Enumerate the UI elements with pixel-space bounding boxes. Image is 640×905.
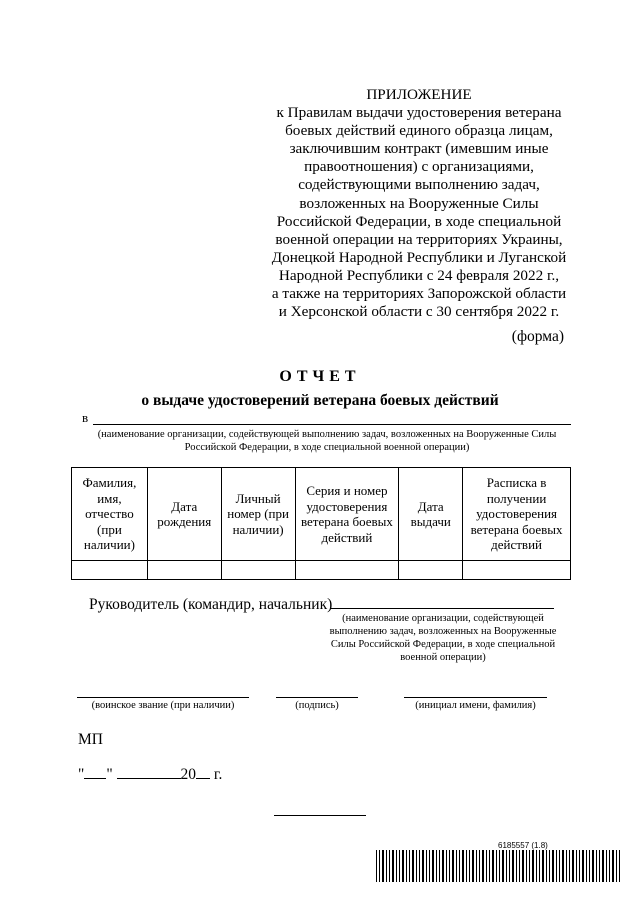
barcode-bar [476,850,477,882]
stamp-mark: МП [78,731,103,748]
appendix-line: военной операции на территориях Украины, [275,230,563,248]
barcode-bar [579,850,580,882]
barcode-bar [552,850,554,882]
barcode-bar [559,850,560,882]
barcode-bar [569,850,570,882]
barcode-bar [516,850,517,882]
org-caption: (наименование организации, содействующей выполнению задач, возложенных на Вооруженные Силы Российской Федерации, в ходе специальной военной операции) [97,429,557,453]
form-mark: (форма) [511,328,564,345]
appendix-line: боевых действий единого образца лицам, [285,122,553,140]
table-cell[interactable] [221,561,295,580]
head-caption: (наименование организации, содействующей выполнению задач, возложенных на Вооруженные Силы Российской Федерации, в ходе специальной военной операции) [329,613,557,663]
table-cell[interactable] [295,561,399,580]
barcode-bar [549,850,550,882]
table-header-row [72,468,571,561]
barcode-bar [382,850,384,882]
column-header-full-name: Фамилия, имя, отчество (при наличии) [72,468,148,561]
org-name-field[interactable] [93,424,571,425]
barcode-bar [412,850,414,882]
barcode-bar [496,850,497,882]
barcode-bar [449,850,450,882]
barcode-bar [432,850,434,882]
barcode-bar [389,850,390,882]
barcode-bar [376,850,377,882]
barcode-bar [619,850,620,882]
appendix-line: Народной Республики с 24 февраля 2022 г., [278,266,560,284]
barcode-bar [522,850,524,882]
month-field[interactable] [117,764,181,779]
barcode-bar [586,850,587,882]
barcode-bar [539,850,540,882]
appendix-line: к Правилам выдачи удостоверения ветерана [276,104,562,122]
barcode-bar [452,850,454,882]
barcode-bar [472,850,474,882]
barcode-bar [596,850,597,882]
barcode-bar [606,850,607,882]
barcode-bar [446,850,447,882]
table-cell[interactable] [463,561,571,580]
barcode-bar [492,850,494,882]
barcode-bar [582,850,584,882]
barcode-bar [519,850,520,882]
barcode-bar [379,850,380,882]
barcode-bar [512,850,514,882]
barcode-bar [509,850,510,882]
column-header-personal-number: Личный номер (при наличии) [221,468,295,561]
barcode [376,850,622,882]
document-title: ОТЧЕТ [279,368,361,385]
appendix-line: содействующими выполнению задач, [298,176,540,194]
appendix-line: правоотношения) с организациями, [304,158,534,176]
barcode-bar [462,850,464,882]
barcode-bar [399,850,400,882]
barcode-number: 6185557 (1.8) [498,841,548,850]
barcode-bar [439,850,440,882]
date-open-quote: " [78,766,85,783]
barcode-bar [416,850,417,882]
signature-caption: (подпись) [295,700,339,711]
barcode-bar [502,850,504,882]
barcode-bar [409,850,410,882]
barcode-bar [536,850,537,882]
barcode-bar [422,850,424,882]
barcode-bar [386,850,387,882]
table-cell[interactable] [399,561,463,580]
head-org-field[interactable] [330,608,554,609]
appendix-line: Российской Федерации, в ходе специальной [276,212,562,230]
rank-caption: (воинское звание (при наличии) [91,700,235,711]
barcode-bar [602,850,604,882]
barcode-bar [592,850,594,882]
barcode-bar [612,850,614,882]
barcode-bar [426,850,427,882]
barcode-bar [469,850,470,882]
barcode-bar [396,850,397,882]
appendix-line: и Херсонской области с 30 сентября 2022 г. [278,303,560,321]
date-row [78,764,222,784]
barcode-bar [526,850,527,882]
year-field[interactable] [196,764,210,779]
barcode-bar [436,850,437,882]
barcode-bar [406,850,407,882]
barcode-bar [392,850,394,882]
barcode-bar [556,850,557,882]
column-header-certificate-number: Серия и номер удостоверения ветерана боевых действий [295,468,399,561]
barcode-bar [442,850,444,882]
barcode-bar [566,850,567,882]
appendix-block [260,86,578,321]
column-header-birth-date: Дата рождения [147,468,221,561]
barcode-bar [402,850,404,882]
barcode-bar [429,850,430,882]
year-suffix: г. [213,766,223,783]
document-subtitle: о выдаче удостоверений ветерана боевых действий [141,392,499,409]
barcode-bar [609,850,610,882]
appendix-line: заключившим контракт (имевшим иные [289,140,549,158]
barcode-bar [466,850,467,882]
table-row [72,561,571,580]
org-prefix: в [82,410,89,425]
bottom-line [274,815,366,816]
date-close-quote: " [106,766,113,783]
barcode-bar [479,850,480,882]
year-prefix: 20 [180,766,197,783]
barcode-bar [486,850,487,882]
barcode-bar [562,850,564,882]
signature-field[interactable] [276,697,358,698]
barcode-bar [482,850,484,882]
table-cell[interactable] [147,561,221,580]
column-header-issue-date: Дата выдачи [399,468,463,561]
appendix-line: возложенных на Вооруженные Силы [299,194,539,212]
table-cell[interactable] [72,561,148,580]
barcode-bar [589,850,590,882]
barcode-bar [499,850,500,882]
appendix-line: а также на территориях Запорожской области [271,285,567,303]
barcode-bar [599,850,600,882]
name-caption: (инициал имени, фамилия) [415,700,536,711]
barcode-bar [576,850,577,882]
barcode-bar [616,850,617,882]
rank-field[interactable] [77,697,249,698]
barcode-bar [542,850,544,882]
column-header-receipt: Расписка в получении удостоверения ветерана боевых действий [463,468,571,561]
head-label: Руководитель (командир, начальник) [89,596,333,613]
barcode-bar [489,850,490,882]
barcode-bar [456,850,457,882]
barcode-bar [459,850,460,882]
barcode-bar [546,850,547,882]
barcode-bar [419,850,420,882]
day-field[interactable] [84,764,106,779]
barcode-bar [506,850,507,882]
appendix-line: ПРИЛОЖЕНИЕ [366,86,472,103]
barcode-bar [529,850,530,882]
name-field[interactable] [404,697,547,698]
barcode-bar [532,850,534,882]
report-table [71,467,571,580]
barcode-bar [572,850,574,882]
appendix-line: Донецкой Народной Республики и Луганской [271,248,567,266]
